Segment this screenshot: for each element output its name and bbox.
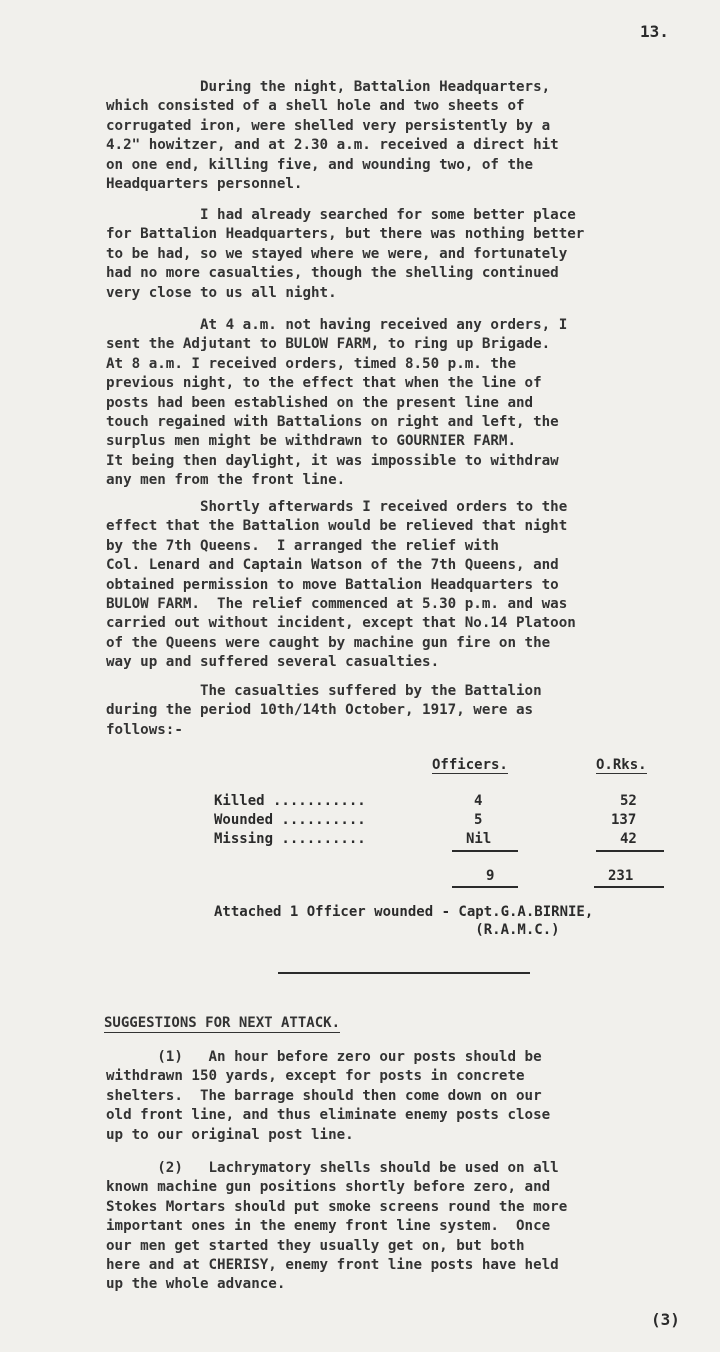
- suggestions-heading: SUGGESTIONS FOR NEXT ATTACK.: [104, 1015, 341, 1031]
- total-rule-other-ranks: [594, 886, 664, 888]
- text-line: on one end, killing five, and wounding two, of the: [106, 156, 534, 173]
- text-line: of the Queens were caught by machine gun fire on the: [106, 634, 551, 651]
- text-line: which consisted of a shell hole and two sheets of: [106, 98, 525, 115]
- row-label-missing: Missing ..........: [214, 831, 366, 847]
- text-line: known machine gun positions shortly before zero, and: [106, 1179, 551, 1196]
- text-line: touch regained with Battalions on right and left, the: [106, 414, 559, 431]
- text-line: At 4 a.m. not having received any orders, I: [106, 317, 568, 333]
- header-officers: Officers.: [432, 757, 508, 773]
- text-line: important ones in the enemy front line system. Once: [106, 1218, 551, 1235]
- text-line: sent the Adjutant to BULOW FARM, to ring up Brigade.: [106, 336, 551, 353]
- row-label-killed: Killed ...........: [214, 793, 366, 809]
- text-line: for Battalion Headquarters, but there was nothing better: [106, 226, 585, 243]
- attached-officer-note-unit: (R.A.M.C.): [214, 922, 560, 938]
- text-line: It being then daylight, it was impossible to withdraw: [106, 452, 559, 469]
- total-officers: 9: [486, 868, 495, 884]
- text-line: surplus men might be withdrawn to GOURNIER FARM.: [106, 433, 516, 450]
- wounded-other-ranks: 137: [611, 812, 637, 828]
- text-line: posts had been established on the present line and: [106, 394, 534, 411]
- subtotal-rule-officers: [452, 850, 518, 852]
- text-line: withdrawn 150 yards, except for posts in concrete: [106, 1068, 525, 1085]
- text-line: I had already searched for some better place: [106, 207, 576, 223]
- text-line: shelters. The barrage should then come down on our: [106, 1087, 542, 1104]
- text-line: by the 7th Queens. I arranged the relief with: [106, 537, 499, 554]
- text-line: During the night, Battalion Headquarters,: [106, 79, 551, 95]
- killed-officers: 4: [474, 793, 483, 809]
- subtotal-rule-other-ranks: [596, 850, 664, 852]
- text-line: up to our original post line.: [106, 1126, 354, 1143]
- total-other-ranks: 231: [608, 868, 634, 884]
- suggestion-1: [106, 1048, 718, 1145]
- text-line: Col. Lenard and Captain Watson of the 7th Queens, and: [106, 557, 559, 574]
- text-line: effect that the Battalion would be relieved that night: [106, 518, 568, 535]
- paragraph-casualties-intro: [106, 682, 718, 740]
- text-line: any men from the front line.: [106, 472, 346, 489]
- missing-other-ranks: 42: [620, 831, 637, 847]
- text-line: during the period 10th/14th October, 1917, were as: [106, 702, 534, 719]
- wounded-officers: 5: [474, 812, 483, 828]
- paragraph-searched-place: [106, 206, 718, 303]
- text-line: Headquarters personnel.: [106, 176, 303, 193]
- paragraph-night-shelling: [106, 78, 718, 194]
- text-line: At 8 a.m. I received orders, timed 8.50 p.m. the: [106, 355, 516, 372]
- paragraph-orders: [106, 316, 718, 491]
- text-line: up the whole advance.: [106, 1276, 286, 1293]
- page-number: 13.: [640, 22, 669, 41]
- text-line: 4.2" howitzer, and at 2.30 a.m. received a direct hit: [106, 137, 559, 154]
- text-line: had no more casualties, though the shelling continued: [106, 265, 559, 282]
- text-line: carried out without incident, except that No.14 Platoon: [106, 615, 576, 632]
- attached-officer-note: Attached 1 Officer wounded - Capt.G.A.BIRNIE,: [214, 904, 594, 920]
- text-line: Shortly afterwards I received orders to the: [106, 499, 568, 515]
- text-line: obtained permission to move Battalion Headquarters to: [106, 576, 559, 593]
- section-divider: [278, 972, 530, 974]
- text-line: (2) Lachrymatory shells should be used on all: [106, 1160, 559, 1176]
- text-line: our men get started they usually get on, but both: [106, 1237, 525, 1254]
- suggestion-2: [106, 1159, 718, 1295]
- missing-officers: Nil: [466, 831, 492, 847]
- paragraph-relief: [106, 498, 718, 673]
- killed-other-ranks: 52: [620, 793, 637, 809]
- text-line: old front line, and thus eliminate enemy posts close: [106, 1107, 551, 1124]
- text-line: corrugated iron, were shelled very persistently by a: [106, 117, 551, 134]
- text-line: previous night, to the effect that when the line of: [106, 375, 542, 392]
- text-line: very close to us all night.: [106, 284, 337, 301]
- text-line: (1) An hour before zero our posts should be: [106, 1049, 542, 1065]
- text-line: follows:-: [106, 721, 183, 738]
- text-line: here and at CHERISY, enemy front line posts have held: [106, 1257, 559, 1274]
- text-line: Stokes Mortars should put smoke screens round the more: [106, 1198, 568, 1215]
- row-label-wounded: Wounded ..........: [214, 812, 366, 828]
- text-line: way up and suffered several casualties.: [106, 654, 440, 671]
- text-line: The casualties suffered by the Battalion: [106, 683, 542, 699]
- text-line: BULOW FARM. The relief commenced at 5.30 p.m. and was: [106, 596, 568, 613]
- total-rule-officers: [452, 886, 518, 888]
- footer-number: (3): [651, 1310, 680, 1329]
- header-other-ranks: O.Rks.: [596, 757, 647, 773]
- text-line: to be had, so we stayed where we were, and fortunately: [106, 245, 568, 262]
